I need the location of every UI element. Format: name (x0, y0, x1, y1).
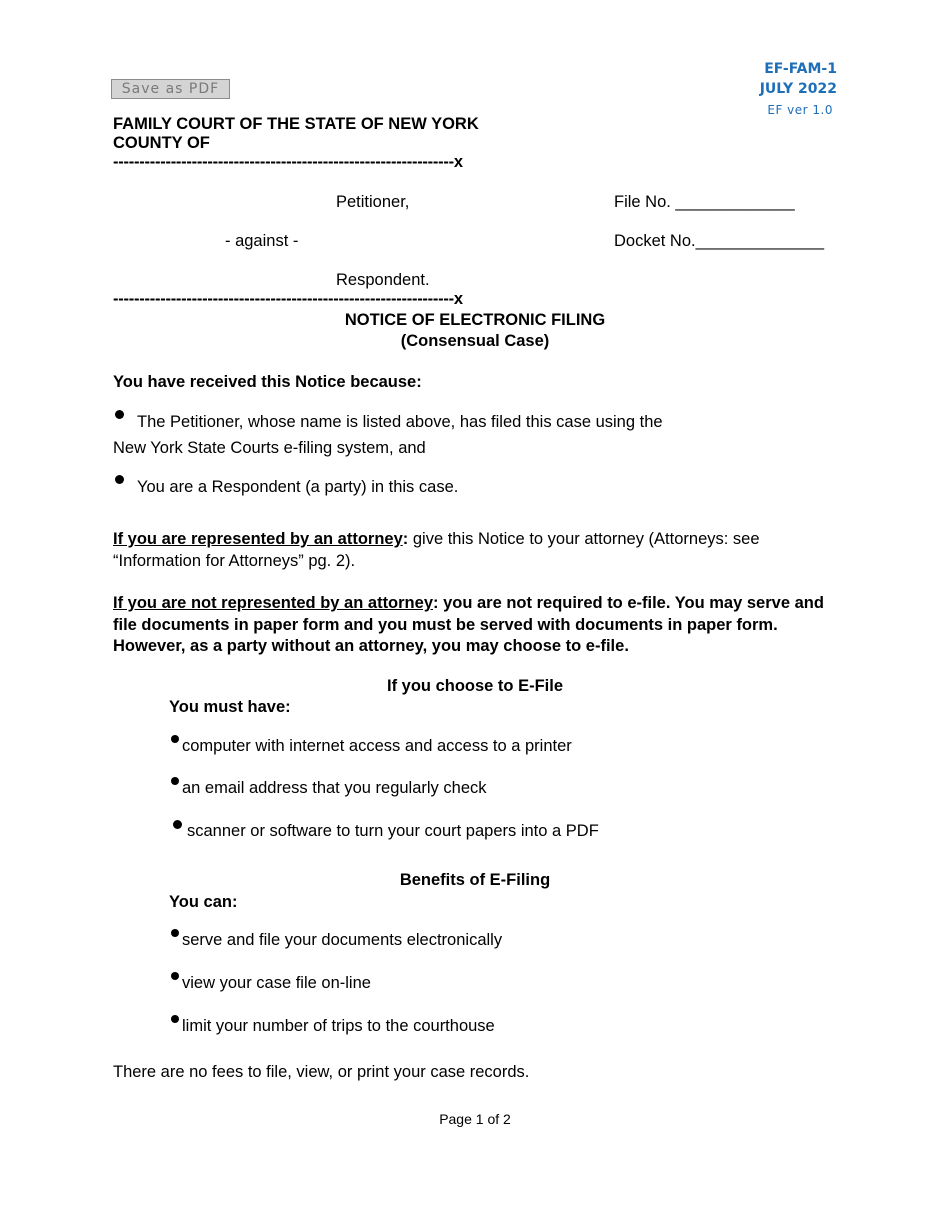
efile-item-email: an email address that you regularly check (182, 779, 487, 797)
represented-label: If you are represented by an attorney (113, 530, 403, 548)
represented-text: give this Notice to your attorney (Attorneys: see “Information for Attorneys” pg. 2). (113, 530, 760, 570)
docket-number-field: Docket No.______________ (614, 232, 825, 250)
not-represented-paragraph (113, 593, 835, 658)
bullet-icon (171, 929, 179, 937)
bullet-icon (115, 410, 124, 419)
benefit-item-serve: serve and file your documents electronically (182, 931, 503, 949)
document-title: NOTICE OF ELECTRONIC FILING (344, 311, 606, 329)
bullet-icon (171, 972, 179, 980)
benefits-subheading: You can: (169, 893, 238, 911)
notice-heading: You have received this Notice because: (113, 373, 422, 391)
bullet-icon (171, 735, 179, 743)
form-date: JULY 2022 (759, 81, 837, 97)
efile-item-scanner: scanner or software to turn your court papers into a PDF (187, 822, 599, 840)
benefit-item-view: view your case file on-line (182, 974, 371, 992)
benefit-item-trips: limit your number of trips to the courthouse (182, 1017, 495, 1035)
represented-paragraph (113, 529, 833, 572)
efile-subheading: You must have: (169, 698, 291, 716)
caption-divider-bottom: -----------------------------------------------------------------x (113, 290, 463, 308)
respondent-label: Respondent. (336, 271, 430, 289)
bullet-icon (171, 777, 179, 785)
county-line: COUNTY OF (113, 134, 210, 152)
caption-divider-top: -----------------------------------------------------------------x (113, 153, 463, 171)
save-as-pdf-button[interactable]: Save as PDF (111, 79, 230, 99)
file-number-field: File No. _____________ (614, 193, 795, 211)
court-name: FAMILY COURT OF THE STATE OF NEW YORK (113, 115, 479, 133)
notice-bullet-1-line-2: New York State Courts e-filing system, and (113, 439, 426, 457)
form-version: EF ver 1.0 (767, 103, 833, 117)
efile-heading: If you choose to E-File (386, 677, 563, 695)
not-represented-text: : you are not required to e-file. You may serve and file documents in paper form and you must be served with documents in paper form. However, as a party without an attorney, you may choose to e-file. (113, 594, 824, 655)
bullet-icon (173, 820, 182, 829)
not-represented-label: If you are not represented by an attorney (113, 594, 433, 612)
page-number: Page 1 of 2 (439, 1111, 511, 1127)
document-subtitle: (Consensual Case) (400, 332, 550, 350)
petitioner-label: Petitioner, (336, 193, 410, 211)
bullet-icon (171, 1015, 179, 1023)
notice-bullet-2: You are a Respondent (a party) in this case. (137, 478, 459, 496)
benefits-heading: Benefits of E-Filing (399, 871, 551, 889)
represented-colon: : (402, 530, 409, 548)
against-label: - against - (225, 232, 299, 250)
notice-bullet-1-line-1: The Petitioner, whose name is listed above, has filed this case using the (137, 413, 663, 431)
no-fees-note: There are no fees to file, view, or print your case records. (113, 1063, 530, 1081)
efile-item-computer: computer with internet access and access to a printer (182, 737, 572, 755)
bullet-icon (115, 475, 124, 484)
form-code: EF-FAM-1 (764, 61, 837, 77)
